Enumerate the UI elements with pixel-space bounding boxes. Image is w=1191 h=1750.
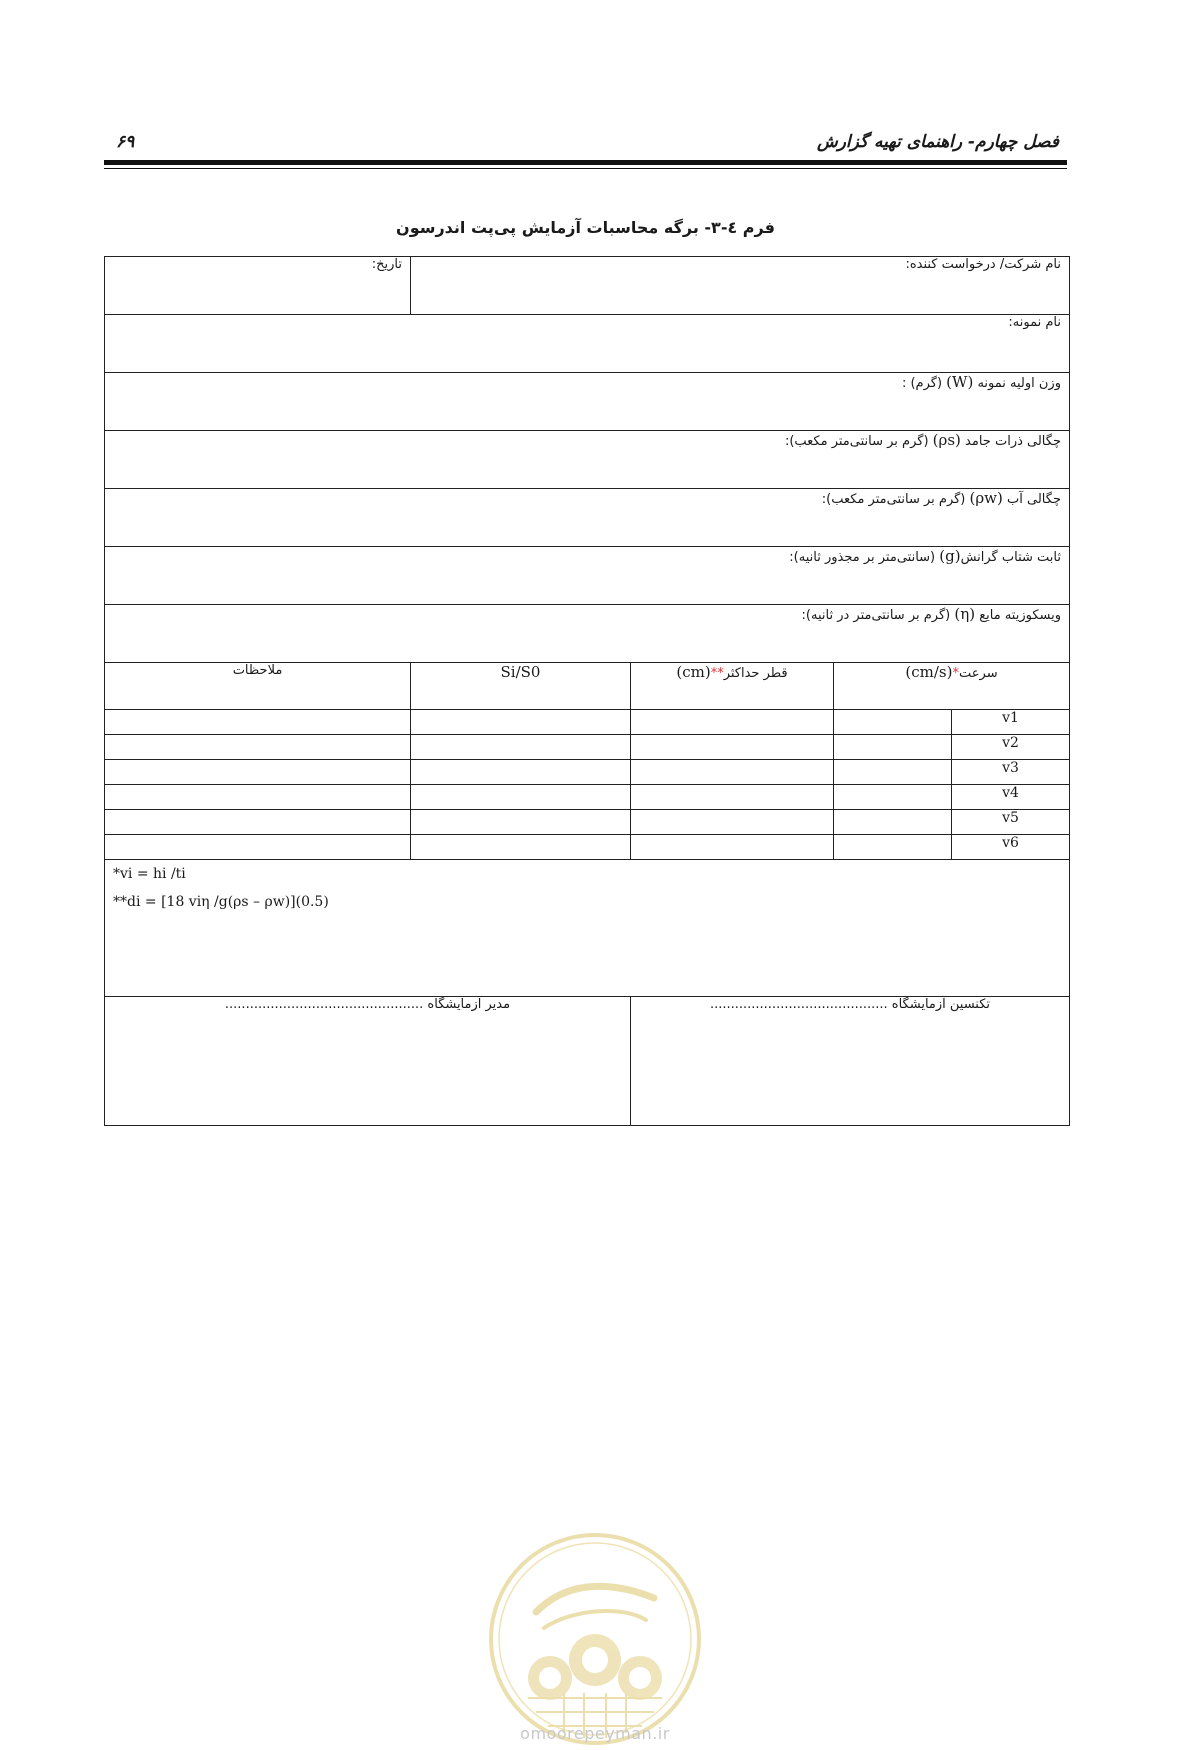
cell-max-diameter[interactable] xyxy=(631,735,834,760)
page-header xyxy=(104,128,1067,172)
table-row xyxy=(105,735,1070,760)
chapter-title: فصل چهارم- راهنمای تهیه گزارش xyxy=(816,132,1059,152)
cell-remarks[interactable] xyxy=(105,710,411,735)
column-remarks: ملاحظات xyxy=(105,663,411,710)
weight-label: وزن اولیه نمونه xyxy=(977,376,1061,391)
gravity-field[interactable] xyxy=(105,547,1070,605)
data-rows xyxy=(105,710,1070,860)
sample-name-label: نام نمونه: xyxy=(1008,315,1061,330)
viscosity-symbol: (η) xyxy=(954,605,976,623)
column-ratio: Si/S0 xyxy=(411,663,631,710)
column-max-diameter: قطر حداکثر**(cm) xyxy=(631,663,834,710)
technician-signature[interactable]: تکنسین آزمایشگاه ........................................... xyxy=(631,997,1070,1126)
table-row xyxy=(105,710,1070,735)
cell-max-diameter[interactable] xyxy=(631,835,834,860)
water-density-unit: (گرم بر سانتی‌متر مکعب): xyxy=(821,492,966,507)
row-velocity-label: v1 xyxy=(952,710,1070,735)
solid-density-unit: (گرم بر سانتی‌متر مکعب): xyxy=(784,434,929,449)
diameter-formula: **di = [18 viη /g(ρs – ρw)](0.5) xyxy=(113,894,329,910)
table-row xyxy=(105,810,1070,835)
viscosity-field[interactable] xyxy=(105,605,1070,663)
table-row xyxy=(105,760,1070,785)
water-density-label: چگالی آب xyxy=(1007,492,1061,507)
cell-ratio[interactable] xyxy=(411,760,631,785)
table-row xyxy=(105,785,1070,810)
table-row xyxy=(105,835,1070,860)
cell-ratio[interactable] xyxy=(411,835,631,860)
form-title: فرم ٤-٣- برگه محاسبات آزمایش پی‌پت اندرسون xyxy=(396,218,775,237)
cell-ratio[interactable] xyxy=(411,785,631,810)
weight-unit: (گرم) : xyxy=(901,376,943,391)
watermark-site: omoorepeyman.ir xyxy=(520,1724,670,1743)
header-rule-thick xyxy=(104,160,1067,165)
formula-notes xyxy=(105,860,1070,997)
cell-remarks[interactable] xyxy=(105,760,411,785)
cell-remarks[interactable] xyxy=(105,810,411,835)
row-velocity-label: v4 xyxy=(952,785,1070,810)
header-rule-thin xyxy=(104,168,1067,169)
solid-density-label: چگالی ذرات جامد xyxy=(965,434,1061,449)
sample-weight-field[interactable] xyxy=(105,373,1070,431)
weight-symbol: (W) xyxy=(946,373,974,391)
cell-max-diameter[interactable] xyxy=(631,810,834,835)
row-velocity-label: v2 xyxy=(952,735,1070,760)
velocity-formula: *vi = hi /ti xyxy=(113,866,186,882)
cell-velocity[interactable] xyxy=(834,735,952,760)
solid-density-field[interactable] xyxy=(105,431,1070,489)
company-field[interactable] xyxy=(411,257,1070,315)
row-velocity-label: v3 xyxy=(952,760,1070,785)
cell-max-diameter[interactable] xyxy=(631,760,834,785)
row-velocity-label: v5 xyxy=(952,810,1070,835)
viscosity-unit: (گرم بر سانتی‌متر در ثانیه): xyxy=(801,608,951,623)
cell-remarks[interactable] xyxy=(105,785,411,810)
table-header-row xyxy=(105,663,1070,710)
cell-velocity[interactable] xyxy=(834,835,952,860)
cell-remarks[interactable] xyxy=(105,835,411,860)
manager-signature[interactable]: مدیر آزمایشگاه ................................................ xyxy=(105,997,631,1126)
pipette-calculation-form xyxy=(104,256,1070,1126)
row-velocity-label: v6 xyxy=(952,835,1070,860)
gravity-symbol: (g) xyxy=(939,547,961,565)
cell-velocity[interactable] xyxy=(834,760,952,785)
water-density-symbol: (ρw) xyxy=(969,489,1003,507)
date-label: تاریخ: xyxy=(371,257,402,272)
gravity-label: ثابت شتاب گرانش xyxy=(960,550,1061,565)
cell-max-diameter[interactable] xyxy=(631,785,834,810)
gravity-unit: (سانتی‌متر بر مجذور ثانیه): xyxy=(789,550,936,565)
date-field[interactable] xyxy=(105,257,411,315)
cell-ratio[interactable] xyxy=(411,810,631,835)
cell-velocity[interactable] xyxy=(834,785,952,810)
page-number: ۶۹ xyxy=(116,132,135,152)
viscosity-label: ویسکوزیته مایع xyxy=(979,608,1061,623)
cell-max-diameter[interactable] xyxy=(631,710,834,735)
cell-velocity[interactable] xyxy=(834,810,952,835)
cell-remarks[interactable] xyxy=(105,735,411,760)
water-density-field[interactable] xyxy=(105,489,1070,547)
watermark-logo xyxy=(484,1528,706,1750)
cell-ratio[interactable] xyxy=(411,735,631,760)
company-label: نام شرکت/ درخواست کننده: xyxy=(905,257,1061,272)
cell-velocity[interactable] xyxy=(834,710,952,735)
solid-density-symbol: (ρs) xyxy=(932,431,961,449)
cell-ratio[interactable] xyxy=(411,710,631,735)
sample-name-field[interactable] xyxy=(105,315,1070,373)
column-velocity: سرعت*(cm/s) xyxy=(834,663,1070,710)
